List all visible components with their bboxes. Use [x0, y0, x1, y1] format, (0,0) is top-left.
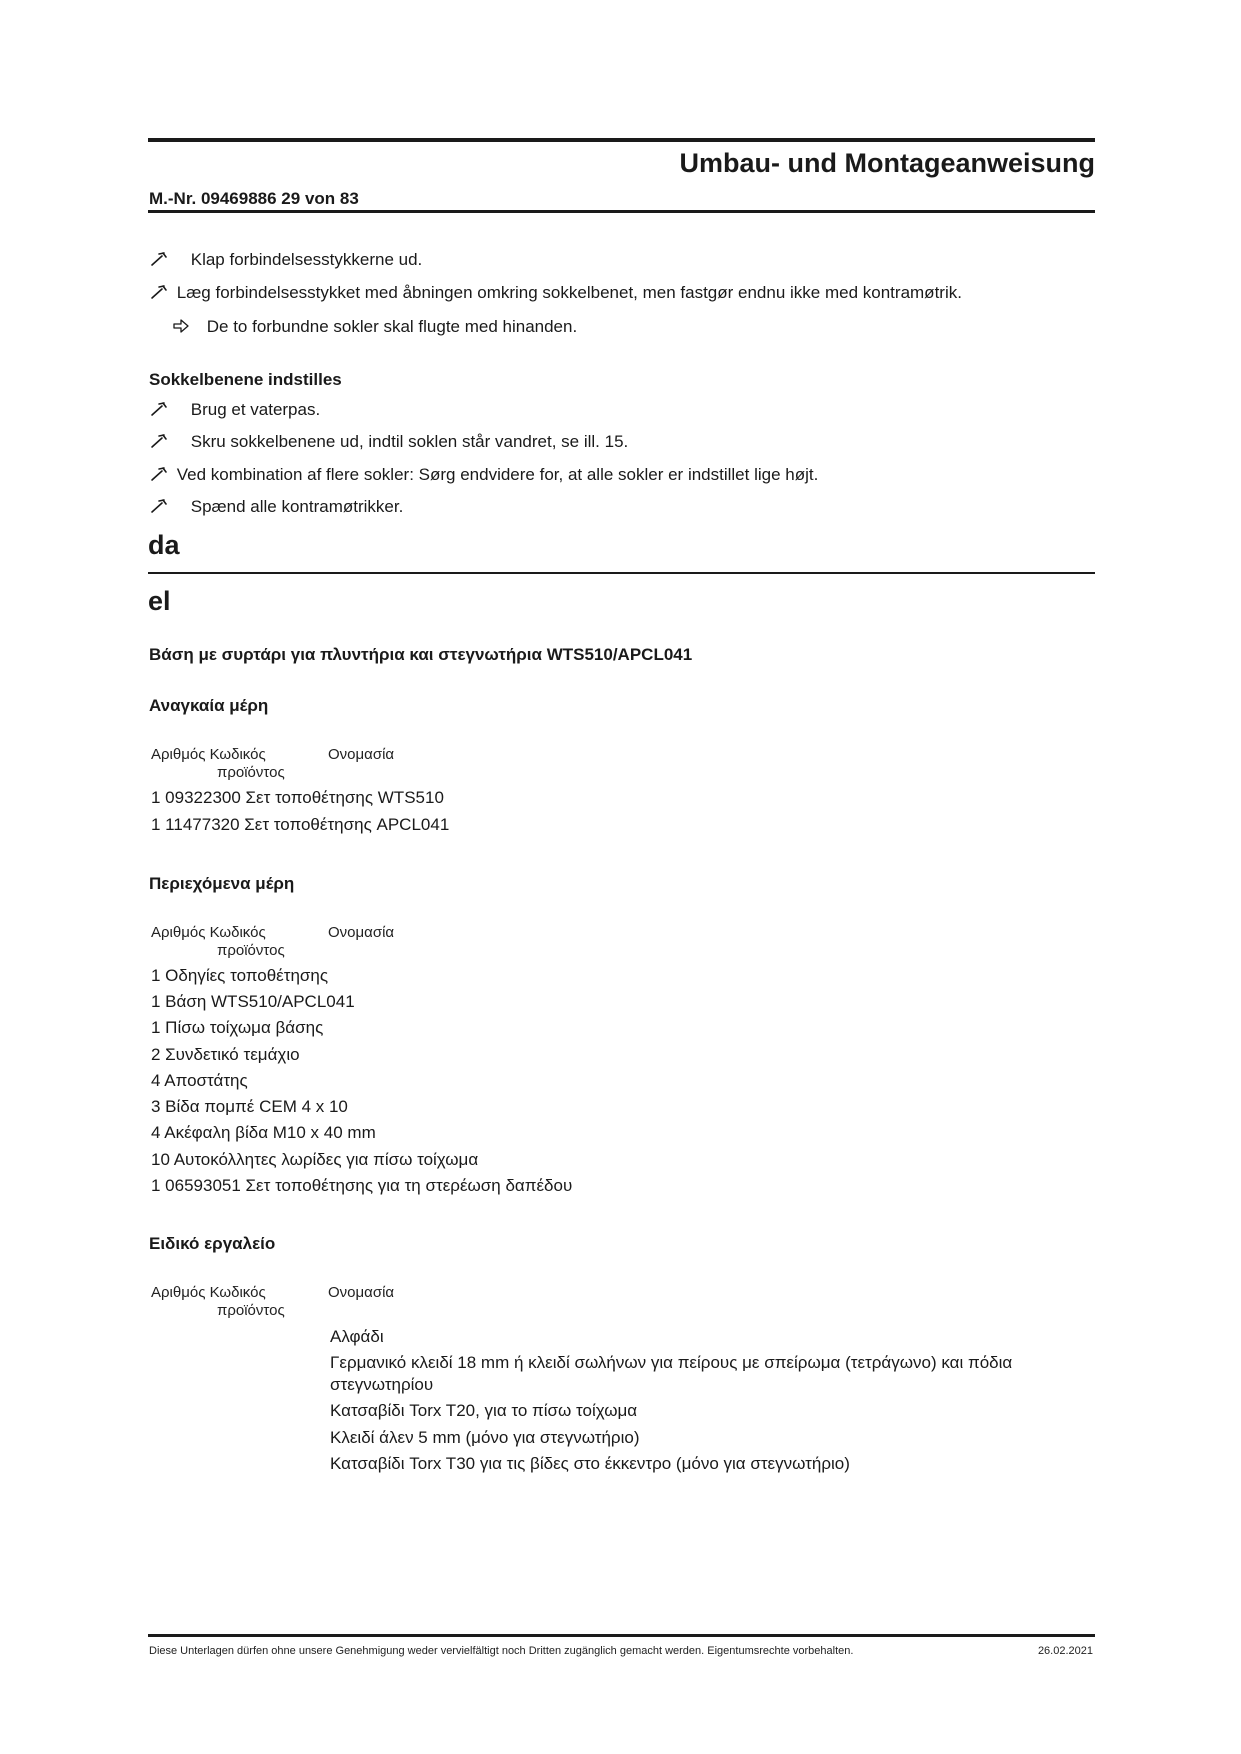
tool-item: Γερμανικό κλειδί 18 mm ή κλειδί σωλήνων για πείρους με σπείρωμα (τετράγωνο) και πόδια στεγνωτηρίου — [330, 1353, 1013, 1394]
header-bottom-rule — [148, 210, 1095, 213]
step-item — [150, 497, 403, 517]
column-header-product: προϊόντος — [217, 942, 285, 959]
column-header-name: Ονομασία — [328, 1284, 395, 1301]
table-row: 1 06593051 Σετ τοποθέτησης για τη στερέωση δαπέδου — [151, 1176, 573, 1195]
step-text: Klap forbindelsesstykkerne ud. — [190, 250, 423, 269]
table-row: 4 Αποστάτης — [151, 1071, 248, 1090]
tool-item: Κατσαβίδι Torx T20, για το πίσω τοίχωμα — [330, 1401, 638, 1420]
column-header-qty-code: Αριθμός Κωδικός — [151, 924, 266, 941]
table-row: 1 Βάση WTS510/APCL041 — [151, 992, 355, 1011]
wrench-icon — [150, 498, 168, 514]
wrench-icon — [150, 433, 168, 449]
wrench-icon — [150, 401, 168, 417]
section-heading: Sokkelbenene indstilles — [149, 370, 342, 389]
table-row: 1 09322300 Σετ τοποθέτησης WTS510 — [151, 788, 444, 807]
footer-rule — [148, 1634, 1095, 1637]
language-code-da: da — [148, 530, 180, 560]
tool-item: Κατσαβίδι Torx T30 για τις βίδες στο έκκεντρο (μόνο για στεγνωτήριο) — [330, 1454, 850, 1473]
tool-item: Κλειδί άλεν 5 mm (μόνο για στεγνωτήριο) — [330, 1428, 640, 1447]
section-title: Βάση με συρτάρι για πλυντήρια και στεγνωτήρια WTS510/APCL041 — [149, 645, 693, 664]
table-row: 1 11477320 Σετ τοποθέτησης APCL041 — [151, 815, 450, 834]
table-row: 10 Αυτοκόλλητες λωρίδες για πίσω τοίχωμα — [151, 1150, 479, 1169]
step-text: Skru sokkelbenene ud, indtil soklen står vandret, se ill. 15. — [190, 432, 629, 451]
step-item — [150, 400, 320, 420]
language-code-el: el — [148, 586, 171, 616]
footer-date: 26.02.2021 — [1037, 1645, 1093, 1657]
table-row: 3 Βίδα πομπέ CEM 4 x 10 — [151, 1097, 348, 1116]
column-header-product: προϊόντος — [217, 764, 285, 781]
table-row: 2 Συνδετικό τεμάχιο — [151, 1045, 300, 1064]
required-parts-heading: Αναγκαία μέρη — [149, 696, 269, 715]
special-tools-heading: Ειδικό εργαλείο — [149, 1234, 276, 1253]
tool-item: Αλφάδι — [330, 1327, 384, 1346]
footer-disclaimer: Diese Unterlagen dürfen ohne unsere Genehmigung weder vervielfältigt noch Dritten zugänglich gemacht werden. Eigentumsrechte vorbehalten. — [149, 1645, 854, 1657]
step-item — [150, 465, 818, 485]
included-parts-heading: Περιεχόμενα μέρη — [149, 874, 295, 893]
header-top-rule — [148, 138, 1095, 142]
step-item — [150, 250, 422, 270]
column-header-name: Ονομασία — [328, 746, 395, 763]
result-item — [172, 317, 577, 337]
column-header-qty-code: Αριθμός Κωδικός — [151, 746, 266, 763]
table-row: 1 Οδηγίες τοποθέτησης — [151, 966, 329, 985]
wrench-icon — [150, 466, 168, 482]
result-arrow-icon — [172, 318, 190, 334]
step-text: Ved kombination af flere sokler: Sørg endvidere for, at alle sokler er indstillet lige højt. — [176, 465, 819, 484]
wrench-icon — [150, 284, 168, 300]
page-title: Umbau- und Montageanweisung — [679, 148, 1095, 178]
result-text: De to forbundne sokler skal flugte med hinanden. — [206, 317, 578, 336]
document-number: M.-Nr. 09469886 29 von 83 — [149, 189, 359, 208]
table-row: 4 Ακέφαλη βίδα M10 x 40 mm — [151, 1123, 376, 1142]
language-divider — [148, 572, 1095, 574]
table-row: 1 Πίσω τοίχωμα βάσης — [151, 1018, 324, 1037]
step-text: Brug et vaterpas. — [190, 400, 321, 419]
column-header-name: Ονομασία — [328, 924, 395, 941]
wrench-icon — [150, 251, 168, 267]
step-item — [150, 283, 962, 303]
step-text: Læg forbindelsesstykket med åbningen omkring sokkelbenet, men fastgør endnu ikke med kontramøtrik. — [176, 283, 962, 302]
column-header-product: προϊόντος — [217, 1302, 285, 1319]
step-text: Spænd alle kontramøtrikker. — [190, 497, 404, 516]
column-header-qty-code: Αριθμός Κωδικός — [151, 1284, 266, 1301]
step-item — [150, 432, 628, 452]
